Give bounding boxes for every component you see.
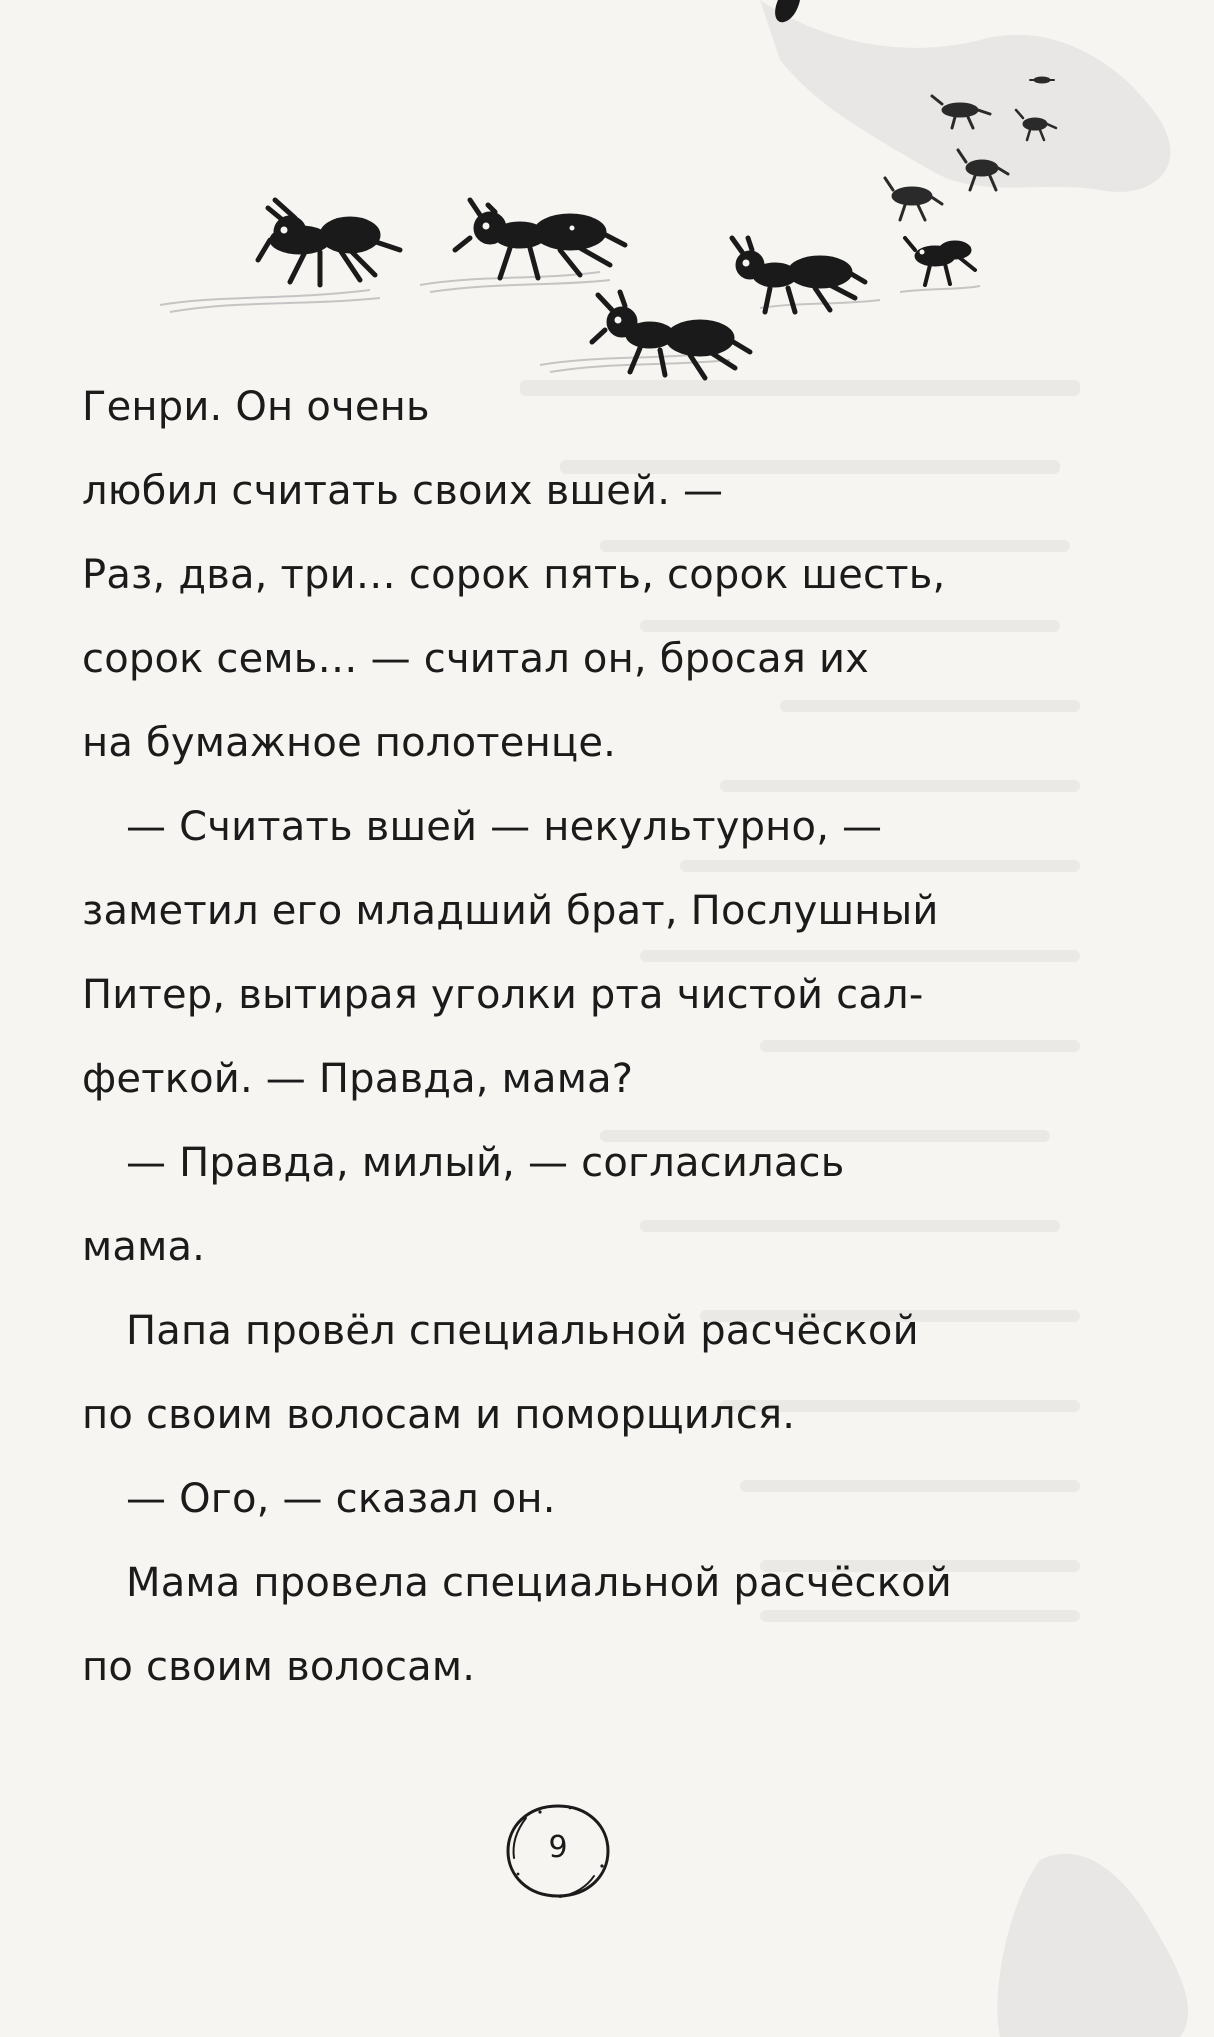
ant-7: [958, 150, 1008, 190]
ant-4: [732, 238, 865, 312]
text-line: на бумажное полотенце.: [82, 720, 617, 766]
text-line: любил считать своих вшей. —: [82, 468, 724, 514]
text-line: сорок семь… — считал он, бросая их: [82, 636, 870, 682]
ant-5: [905, 238, 975, 285]
text-line: — Правда, милый, — согласилась: [126, 1140, 845, 1186]
text-line: феткой. — Правда, мама?: [82, 1056, 634, 1102]
text-line: Раз, два, три… сорок пять, сорок шесть,: [82, 552, 946, 598]
text-line: мама.: [82, 1224, 206, 1270]
ants-marching-icon: [0, 0, 1214, 420]
text-line: по своим волосам и поморщился.: [82, 1392, 796, 1438]
ant-9: [1016, 110, 1056, 140]
page-number-label: 9: [548, 1830, 568, 1865]
ant-6: [885, 178, 942, 220]
text-line: по своим волосам.: [82, 1644, 476, 1690]
body-text: [82, 365, 1142, 1709]
text-line: Генри. Он очень: [82, 384, 430, 430]
ant-10: [1030, 77, 1054, 83]
ink-drop: [775, 0, 800, 22]
text-line: Мама провела специальной расчёской: [126, 1560, 952, 1606]
text-line: Питер, вытирая уголки рта чистой сал-: [82, 972, 924, 1018]
text-line: — Ого, — сказал он.: [126, 1476, 556, 1522]
text-line: заметил его младший брат, Послушный: [82, 888, 939, 934]
ant-1: [258, 200, 400, 285]
text-line: — Считать вшей — некультурно, —: [126, 804, 883, 850]
ant-8: [932, 96, 990, 128]
page-number: [498, 1796, 618, 1906]
text-line: Папа провёл специальной расчёской: [126, 1308, 919, 1354]
ant-2: [455, 200, 625, 278]
